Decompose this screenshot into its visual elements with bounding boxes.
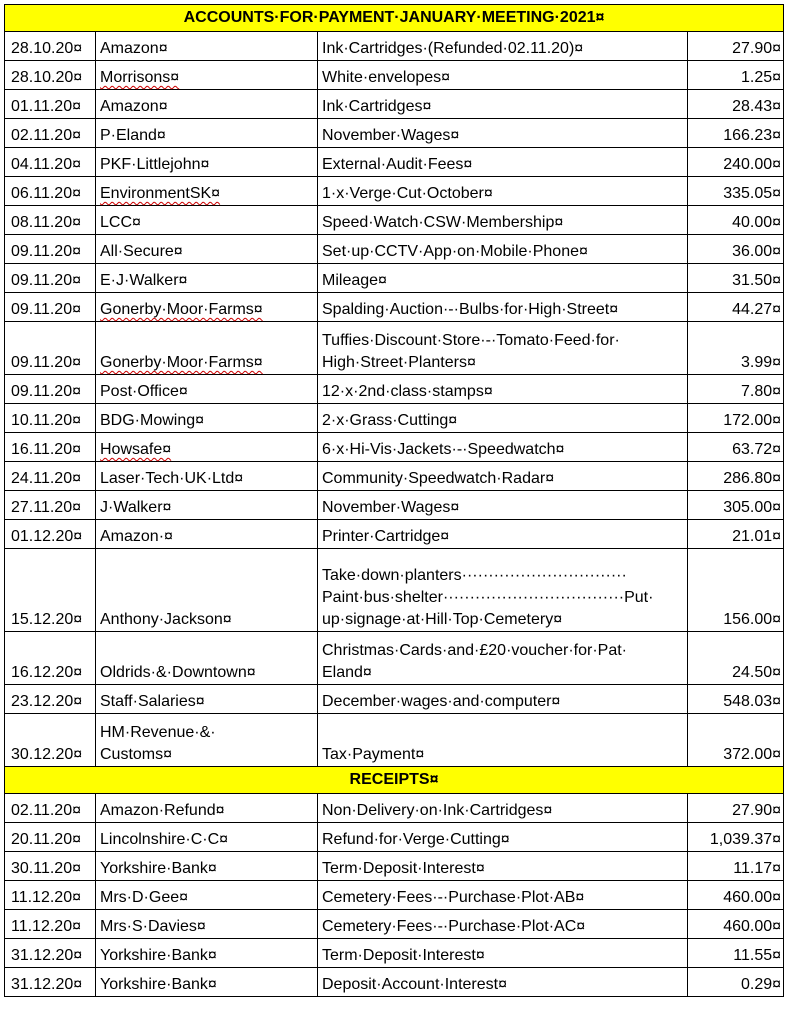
payment-payee: [96, 177, 318, 206]
payment-description: Set·up·CCTV·App·on·Mobile·Phone¤: [318, 235, 688, 264]
payment-row: [5, 322, 784, 375]
payment-description: Community·Speedwatch·Radar¤: [318, 462, 688, 491]
payment-description: Spalding·Auction·-·Bulbs·for·High·Street¤: [318, 293, 688, 322]
payment-description: [318, 632, 688, 685]
receipt-row: [5, 881, 784, 910]
payment-description: Ink·Cartridges·(Refunded·02.11.20)¤: [318, 32, 688, 61]
payment-payee: P·Eland¤: [96, 119, 318, 148]
description-line: Tuffies·Discount·Store·-·Tomato·Feed·for·: [322, 332, 620, 349]
payment-row: [5, 206, 784, 235]
payment-amount: 40.00¤: [688, 206, 784, 235]
payment-amount: 172.00¤: [688, 404, 784, 433]
payment-payee: LCC¤: [96, 206, 318, 235]
payment-amount: 31.50¤: [688, 264, 784, 293]
receipt-amount: 27.90¤: [688, 794, 784, 823]
payment-description: Speed·Watch·CSW·Membership¤: [318, 206, 688, 235]
payment-description: Tax·Payment¤: [318, 714, 688, 767]
payment-row: [5, 549, 784, 632]
receipt-description: Non·Delivery·on·Ink·Cartridges¤: [318, 794, 688, 823]
payment-date: 09.11.20¤: [5, 235, 96, 264]
payment-payee: J·Walker¤: [96, 491, 318, 520]
payment-description: External·Audit·Fees¤: [318, 148, 688, 177]
payment-payee: Amazon¤: [96, 90, 318, 119]
payee-text: Morrisons¤: [100, 69, 180, 86]
receipt-row: [5, 852, 784, 881]
payment-row: [5, 462, 784, 491]
payment-date: 02.11.20¤: [5, 119, 96, 148]
receipt-row: [5, 939, 784, 968]
receipt-date: 30.11.20¤: [5, 852, 96, 881]
payment-amount: 24.50¤: [688, 632, 784, 685]
payment-description: 12·x·2nd·class·stamps¤: [318, 375, 688, 404]
payment-date: 09.11.20¤: [5, 322, 96, 375]
payment-row: [5, 264, 784, 293]
receipt-amount: 11.55¤: [688, 939, 784, 968]
payment-amount: 335.05¤: [688, 177, 784, 206]
payment-description: December·wages·and·computer¤: [318, 685, 688, 714]
receipt-payee: Mrs·S·Davies¤: [96, 910, 318, 939]
payment-payee: [96, 433, 318, 462]
payment-payee: [96, 61, 318, 90]
payment-row: [5, 293, 784, 322]
receipt-description: Term·Deposit·Interest¤: [318, 939, 688, 968]
payment-row: [5, 520, 784, 549]
receipt-payee: Amazon·Refund¤: [96, 794, 318, 823]
receipt-amount: 460.00¤: [688, 910, 784, 939]
receipt-payee: Yorkshire·Bank¤: [96, 852, 318, 881]
payment-amount: 286.80¤: [688, 462, 784, 491]
payment-row: [5, 632, 784, 685]
payment-row: [5, 375, 784, 404]
payee-text: Howsafe¤: [100, 441, 172, 458]
receipt-date: 11.12.20¤: [5, 910, 96, 939]
description-line: Eland¤: [322, 664, 372, 681]
payment-row: [5, 61, 784, 90]
description-line: High·Street·Planters¤: [322, 354, 476, 371]
payment-description: Ink·Cartridges¤: [318, 90, 688, 119]
payment-date: 01.12.20¤: [5, 520, 96, 549]
receipt-row: [5, 910, 784, 939]
receipt-date: 20.11.20¤: [5, 823, 96, 852]
payment-description: November·Wages¤: [318, 119, 688, 148]
receipt-row: [5, 968, 784, 997]
accounts-table: [4, 4, 784, 997]
payment-row: [5, 32, 784, 61]
payment-date: 24.11.20¤: [5, 462, 96, 491]
receipt-amount: 0.29¤: [688, 968, 784, 997]
receipt-date: 11.12.20¤: [5, 881, 96, 910]
payment-row: [5, 177, 784, 206]
payment-description: 6·x·Hi-Vis·Jackets·-·Speedwatch¤: [318, 433, 688, 462]
payment-row: [5, 433, 784, 462]
payments-header: ACCOUNTS·FOR·PAYMENT·JANUARY·MEETING·2021¤: [5, 5, 784, 32]
receipt-row: [5, 823, 784, 852]
payment-description: [318, 549, 688, 632]
payment-date: 09.11.20¤: [5, 293, 96, 322]
payment-row: [5, 491, 784, 520]
payment-amount: 28.43¤: [688, 90, 784, 119]
payment-row: [5, 148, 784, 177]
payment-row: [5, 685, 784, 714]
receipt-description: Cemetery·Fees·-·Purchase·Plot·AB¤: [318, 881, 688, 910]
payment-date: 16.11.20¤: [5, 433, 96, 462]
receipt-payee: Yorkshire·Bank¤: [96, 939, 318, 968]
payment-date: 04.11.20¤: [5, 148, 96, 177]
payment-description: November·Wages¤: [318, 491, 688, 520]
payment-payee: Oldrids·&·Downtown¤: [96, 632, 318, 685]
payment-amount: 44.27¤: [688, 293, 784, 322]
payment-date: 09.11.20¤: [5, 375, 96, 404]
receipt-description: Deposit·Account·Interest¤: [318, 968, 688, 997]
payment-payee: Anthony·Jackson¤: [96, 549, 318, 632]
payment-payee: PKF·Littlejohn¤: [96, 148, 318, 177]
payment-amount: 1.25¤: [688, 61, 784, 90]
payment-description: White·envelopes¤: [318, 61, 688, 90]
payment-date: 27.11.20¤: [5, 491, 96, 520]
receipt-date: 02.11.20¤: [5, 794, 96, 823]
payment-payee: All·Secure¤: [96, 235, 318, 264]
receipt-description: Cemetery·Fees·-·Purchase·Plot·AC¤: [318, 910, 688, 939]
payment-payee: [96, 293, 318, 322]
payment-payee: Post·Office¤: [96, 375, 318, 404]
payment-amount: 7.80¤: [688, 375, 784, 404]
payment-description: 1·x·Verge·Cut·October¤: [318, 177, 688, 206]
payments-header-row: [5, 5, 784, 32]
payment-description: 2·x·Grass·Cutting¤: [318, 404, 688, 433]
description-line: Paint·bus·shelter··································Put·: [322, 589, 654, 606]
payment-payee: Staff·Salaries¤: [96, 685, 318, 714]
payment-row: [5, 404, 784, 433]
receipts-header-row: [5, 767, 784, 794]
payment-date: 28.10.20¤: [5, 61, 96, 90]
receipts-section: [5, 767, 784, 997]
description-line: up·signage·at·Hill·Top·Cemetery¤: [322, 611, 563, 628]
description-line: Take·down·planters·······························: [322, 567, 627, 584]
payment-payee: Amazon¤: [96, 32, 318, 61]
payment-amount: 240.00¤: [688, 148, 784, 177]
payment-amount: 3.99¤: [688, 322, 784, 375]
receipt-amount: 11.17¤: [688, 852, 784, 881]
payment-date: 10.11.20¤: [5, 404, 96, 433]
payment-date: 30.12.20¤: [5, 714, 96, 767]
receipt-row: [5, 794, 784, 823]
payment-date: 28.10.20¤: [5, 32, 96, 61]
payment-description: Mileage¤: [318, 264, 688, 293]
payment-amount: 166.23¤: [688, 119, 784, 148]
payment-row: [5, 714, 784, 767]
payment-row: [5, 235, 784, 264]
receipt-date: 31.12.20¤: [5, 939, 96, 968]
payment-date: 06.11.20¤: [5, 177, 96, 206]
payment-row: [5, 119, 784, 148]
payment-row: [5, 90, 784, 119]
receipts-header: RECEIPTS¤: [5, 767, 784, 794]
payment-date: 15.12.20¤: [5, 549, 96, 632]
payment-amount: 21.01¤: [688, 520, 784, 549]
payment-amount: 372.00¤: [688, 714, 784, 767]
payment-amount: 63.72¤: [688, 433, 784, 462]
receipt-description: Refund·for·Verge·Cutting¤: [318, 823, 688, 852]
receipt-amount: 460.00¤: [688, 881, 784, 910]
payee-text: Gonerby·Moor·Farms¤: [100, 354, 263, 371]
payment-payee: Laser·Tech·UK·Ltd¤: [96, 462, 318, 491]
payment-payee: [96, 322, 318, 375]
payment-amount: 27.90¤: [688, 32, 784, 61]
payment-date: 01.11.20¤: [5, 90, 96, 119]
receipt-payee: Lincolnshire·C·C¤: [96, 823, 318, 852]
payment-description: [318, 322, 688, 375]
receipt-description: Term·Deposit·Interest¤: [318, 852, 688, 881]
payment-amount: 156.00¤: [688, 549, 784, 632]
payee-text: EnvironmentSK¤: [100, 185, 221, 202]
receipt-payee: Mrs·D·Gee¤: [96, 881, 318, 910]
receipt-amount: 1,039.37¤: [688, 823, 784, 852]
payment-amount: 36.00¤: [688, 235, 784, 264]
receipt-payee: Yorkshire·Bank¤: [96, 968, 318, 997]
description-line: Christmas·Cards·and·£20·voucher·for·Pat·: [322, 642, 627, 659]
receipt-date: 31.12.20¤: [5, 968, 96, 997]
payment-date: 23.12.20¤: [5, 685, 96, 714]
payments-section: [5, 5, 784, 767]
payment-payee: E·J·Walker¤: [96, 264, 318, 293]
payee-line: HM·Revenue·&·: [100, 724, 216, 741]
payment-date: 09.11.20¤: [5, 264, 96, 293]
payment-amount: 305.00¤: [688, 491, 784, 520]
payee-text: Gonerby·Moor·Farms¤: [100, 301, 263, 318]
payment-date: 08.11.20¤: [5, 206, 96, 235]
payment-amount: 548.03¤: [688, 685, 784, 714]
payment-description: Printer·Cartridge¤: [318, 520, 688, 549]
payment-payee: [96, 714, 318, 767]
payment-date: 16.12.20¤: [5, 632, 96, 685]
payee-line: Customs¤: [100, 746, 173, 763]
payment-payee: Amazon·¤: [96, 520, 318, 549]
payment-payee: BDG·Mowing¤: [96, 404, 318, 433]
